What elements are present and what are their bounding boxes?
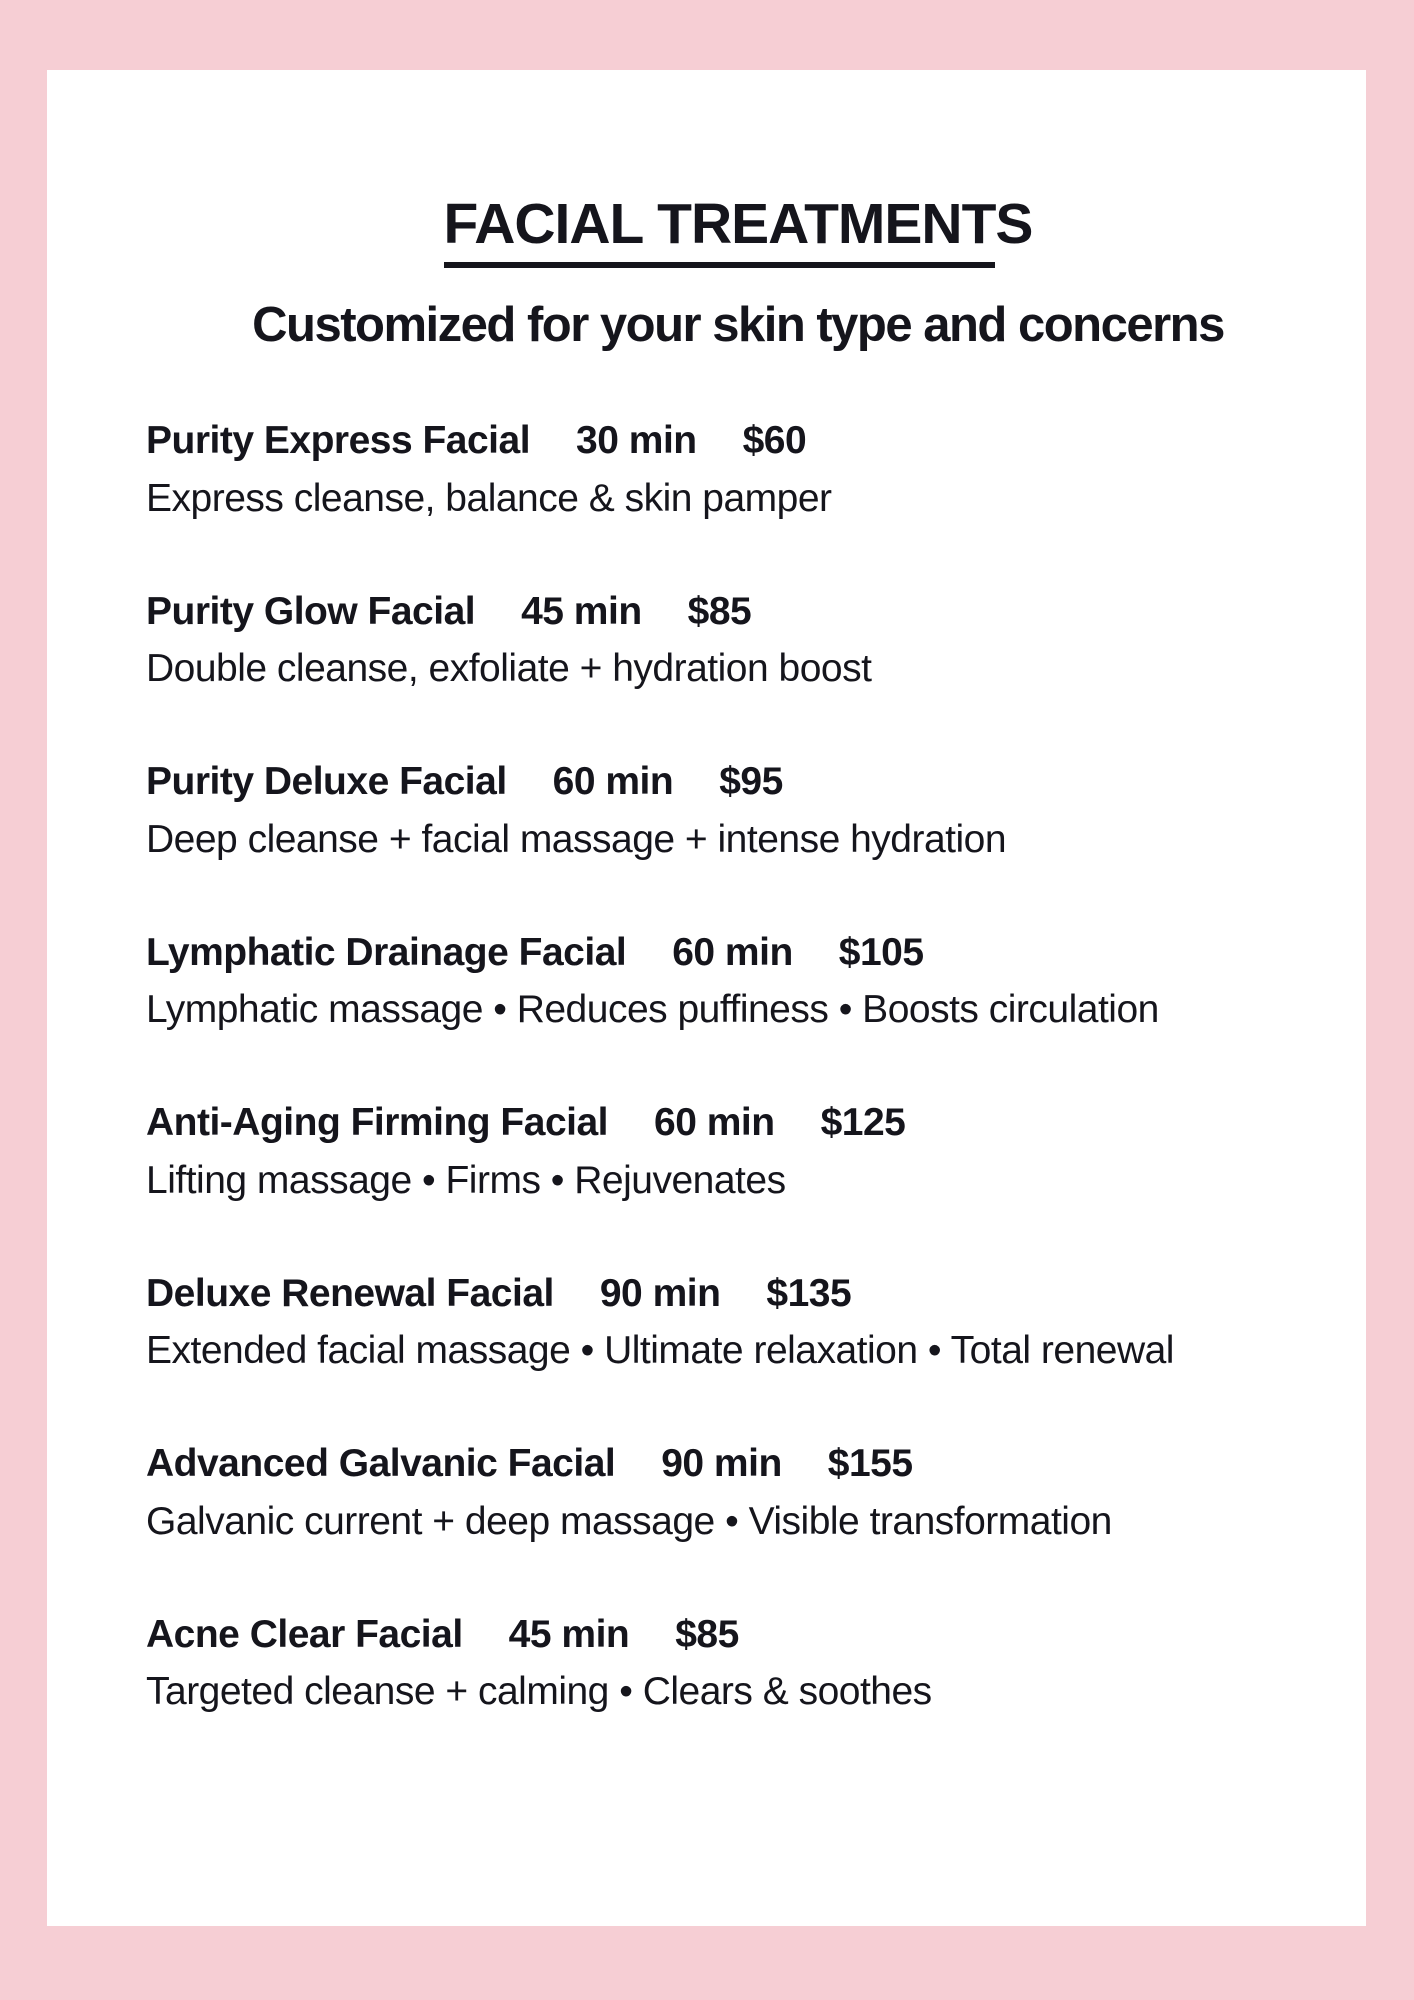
menu-item-header bbox=[146, 1099, 1330, 1148]
menu-item bbox=[146, 417, 1330, 524]
item-description: Lymphatic massage • Reduces puffiness • Boosts circulation bbox=[146, 988, 1159, 1032]
item-price: $85 bbox=[687, 589, 752, 633]
menu-item-header bbox=[146, 588, 1330, 637]
page-title-underlined-part: FACIAL TREATMENT bbox=[444, 192, 996, 268]
item-name: Purity Express Facial bbox=[146, 419, 531, 463]
menu-item-header bbox=[146, 1270, 1330, 1319]
page-title-tail: S bbox=[995, 192, 1033, 257]
item-price: $105 bbox=[838, 930, 924, 974]
item-duration: 60 min bbox=[654, 1101, 775, 1145]
item-description: Galvanic current + deep massage • Visible transformation bbox=[146, 1499, 1112, 1543]
item-duration: 60 min bbox=[672, 930, 793, 974]
item-duration: 90 min bbox=[661, 1442, 782, 1486]
item-price: $95 bbox=[719, 760, 783, 804]
item-description: Express cleanse, balance & skin pamper bbox=[146, 476, 832, 520]
menu-item bbox=[146, 1611, 1330, 1718]
item-price: $85 bbox=[675, 1612, 739, 1656]
item-duration: 45 min bbox=[508, 1612, 630, 1656]
menu-item-header bbox=[146, 929, 1330, 978]
menu-item bbox=[146, 1099, 1330, 1206]
item-name: Anti-Aging Firming Facial bbox=[146, 1101, 608, 1145]
item-name: Deluxe Renewal Facial bbox=[146, 1271, 554, 1315]
item-description: Extended facial massage • Ultimate relaxation • Total renewal bbox=[146, 1329, 1174, 1373]
menu-item-header bbox=[146, 417, 1330, 466]
item-name: Acne Clear Facial bbox=[146, 1612, 463, 1656]
item-duration: 45 min bbox=[521, 589, 642, 633]
item-name: Lymphatic Drainage Facial bbox=[146, 930, 627, 974]
item-price: $125 bbox=[820, 1101, 906, 1145]
item-description: Targeted cleanse + calming • Clears & soothes bbox=[146, 1670, 932, 1714]
item-name: Advanced Galvanic Facial bbox=[146, 1442, 616, 1486]
page-subtitle: Customized for your skin type and concerns bbox=[252, 297, 1224, 352]
menu-item-header bbox=[146, 1440, 1330, 1489]
menu-card bbox=[47, 70, 1366, 1926]
treatment-list bbox=[146, 417, 1330, 1717]
item-price: $60 bbox=[742, 419, 807, 463]
menu-item bbox=[146, 1440, 1330, 1547]
item-name: Purity Deluxe Facial bbox=[146, 760, 507, 804]
item-description: Double cleanse, exfoliate + hydration boost bbox=[146, 647, 872, 691]
item-description: Lifting massage • Firms • Rejuvenates bbox=[146, 1158, 786, 1202]
menu-item-header bbox=[146, 1611, 1330, 1660]
menu-item bbox=[146, 588, 1330, 695]
item-name: Purity Glow Facial bbox=[146, 589, 476, 633]
item-duration: 90 min bbox=[599, 1271, 721, 1315]
item-duration: 60 min bbox=[552, 760, 674, 804]
page-title bbox=[146, 190, 1330, 258]
menu-item bbox=[146, 929, 1330, 1036]
menu-item-header bbox=[146, 758, 1330, 807]
item-description: Deep cleanse + facial massage + intense hydration bbox=[146, 817, 1007, 861]
menu-item bbox=[146, 758, 1330, 865]
menu-item bbox=[146, 1270, 1330, 1377]
item-price: $135 bbox=[766, 1271, 852, 1315]
item-price: $155 bbox=[827, 1442, 913, 1486]
item-duration: 30 min bbox=[576, 419, 697, 463]
